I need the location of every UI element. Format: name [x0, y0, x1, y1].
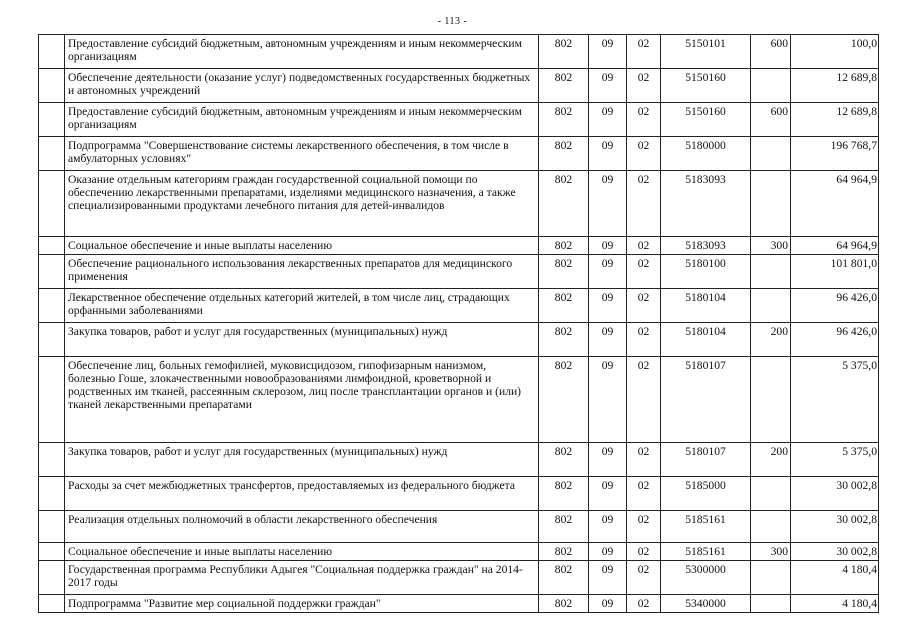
- row-amount: 96 426,0: [791, 289, 879, 323]
- row-name: Обеспечение лиц, больных гемофилией, муковисцидозом, гипофизарным нанизмом, болезнью Гоше, злокачественными новообразованиями лимфоидной, кроветворной и родственных им тканей, рассеянным склерозом, лиц после трансплантации органов и (или) тканей лекарственными препаратами: [65, 357, 539, 443]
- row-expense-type: [751, 357, 791, 443]
- row-name: Обеспечение рационального использования лекарственных препаратов для медицинского применения: [65, 255, 539, 289]
- row-article: 5185000: [661, 477, 751, 511]
- row-code: 802: [539, 543, 589, 561]
- row-amount: 4 180,4: [791, 595, 879, 613]
- row-article: 5185161: [661, 511, 751, 543]
- row-blank-cell: [39, 103, 65, 137]
- row-code: 802: [539, 103, 589, 137]
- row-subsection: 02: [627, 103, 661, 137]
- row-code: 802: [539, 35, 589, 69]
- row-blank-cell: [39, 289, 65, 323]
- row-article: 5150160: [661, 103, 751, 137]
- row-code: 802: [539, 69, 589, 103]
- row-amount: 12 689,8: [791, 69, 879, 103]
- row-blank-cell: [39, 357, 65, 443]
- row-article: 5185161: [661, 543, 751, 561]
- row-subsection: 02: [627, 237, 661, 255]
- row-name: Оказание отдельным категориям граждан государственной социальной помощи по обеспечению лекарственными препаратами, изделиями медицинского назначения, а также специализированными продуктами лечебного питания для детей-инвалидов: [65, 171, 539, 237]
- row-blank-cell: [39, 171, 65, 237]
- row-expense-type: [751, 255, 791, 289]
- row-name: Подпрограмма "Развитие мер социальной поддержки граждан": [65, 595, 539, 613]
- row-section: 09: [589, 171, 627, 237]
- row-expense-type: [751, 171, 791, 237]
- row-subsection: 02: [627, 323, 661, 357]
- row-amount: 100,0: [791, 35, 879, 69]
- row-blank-cell: [39, 35, 65, 69]
- row-blank-cell: [39, 69, 65, 103]
- row-amount: 96 426,0: [791, 323, 879, 357]
- row-code: 802: [539, 477, 589, 511]
- row-blank-cell: [39, 561, 65, 595]
- row-name: Обеспечение деятельности (оказание услуг) подведомственных государственных бюджетных и автономных учреждений: [65, 69, 539, 103]
- table-row: [39, 237, 879, 255]
- row-name: Подпрограмма "Совершенствование системы лекарственного обеспечения, в том числе в амбулаторных условиях": [65, 137, 539, 171]
- row-blank-cell: [39, 137, 65, 171]
- row-article: 5340000: [661, 595, 751, 613]
- row-name: Предоставление субсидий бюджетным, автономным учреждениям и иным некоммерческим организациям: [65, 35, 539, 69]
- row-code: 802: [539, 443, 589, 477]
- row-amount: 12 689,8: [791, 103, 879, 137]
- table-row: [39, 357, 879, 443]
- row-subsection: 02: [627, 595, 661, 613]
- row-article: 5180000: [661, 137, 751, 171]
- row-section: 09: [589, 511, 627, 543]
- row-expense-type: 300: [751, 543, 791, 561]
- row-amount: 30 002,8: [791, 543, 879, 561]
- row-expense-type: 200: [751, 443, 791, 477]
- row-expense-type: [751, 289, 791, 323]
- row-name: Закупка товаров, работ и услуг для государственных (муниципальных) нужд: [65, 443, 539, 477]
- row-section: 09: [589, 137, 627, 171]
- row-section: 09: [589, 595, 627, 613]
- table-row: [39, 323, 879, 357]
- row-article: 5150160: [661, 69, 751, 103]
- row-article: 5180100: [661, 255, 751, 289]
- row-name: Лекарственное обеспечение отдельных категорий жителей, в том числе лиц, страдающих орфанными заболеваниями: [65, 289, 539, 323]
- row-code: 802: [539, 171, 589, 237]
- row-section: 09: [589, 357, 627, 443]
- row-blank-cell: [39, 255, 65, 289]
- row-name: Государственная программа Республики Адыгея "Социальная поддержка граждан" на 2014-2017 годы: [65, 561, 539, 595]
- row-section: 09: [589, 561, 627, 595]
- row-section: 09: [589, 289, 627, 323]
- row-expense-type: [751, 137, 791, 171]
- table-row: [39, 35, 879, 69]
- table-row: [39, 477, 879, 511]
- row-name: Расходы за счет межбюджетных трансфертов, предоставляемых из федерального бюджета: [65, 477, 539, 511]
- row-amount: 64 964,9: [791, 237, 879, 255]
- row-subsection: 02: [627, 255, 661, 289]
- row-code: 802: [539, 289, 589, 323]
- row-section: 09: [589, 443, 627, 477]
- row-code: 802: [539, 237, 589, 255]
- row-name: Закупка товаров, работ и услуг для государственных (муниципальных) нужд: [65, 323, 539, 357]
- row-subsection: 02: [627, 477, 661, 511]
- row-expense-type: 200: [751, 323, 791, 357]
- row-expense-type: 300: [751, 237, 791, 255]
- row-name: Предоставление субсидий бюджетным, автономным учреждениям и иным некоммерческим организациям: [65, 103, 539, 137]
- table-row: [39, 595, 879, 613]
- row-section: 09: [589, 255, 627, 289]
- row-subsection: 02: [627, 357, 661, 443]
- row-amount: 5 375,0: [791, 357, 879, 443]
- row-subsection: 02: [627, 511, 661, 543]
- row-article: 5180104: [661, 289, 751, 323]
- row-section: 09: [589, 69, 627, 103]
- budget-table: [38, 34, 879, 613]
- row-expense-type: [751, 69, 791, 103]
- row-code: 802: [539, 511, 589, 543]
- row-blank-cell: [39, 443, 65, 477]
- page-number: - 113 -: [437, 16, 468, 27]
- row-blank-cell: [39, 511, 65, 543]
- table-row: [39, 543, 879, 561]
- table-row: [39, 255, 879, 289]
- row-name: Реализация отдельных полномочий в области лекарственного обеспечения: [65, 511, 539, 543]
- table-body: [39, 35, 879, 613]
- row-article: 5180107: [661, 357, 751, 443]
- row-amount: 64 964,9: [791, 171, 879, 237]
- row-expense-type: [751, 477, 791, 511]
- row-section: 09: [589, 103, 627, 137]
- row-blank-cell: [39, 477, 65, 511]
- row-amount: 5 375,0: [791, 443, 879, 477]
- row-article: 5180107: [661, 443, 751, 477]
- row-code: 802: [539, 357, 589, 443]
- row-section: 09: [589, 477, 627, 511]
- row-expense-type: [751, 595, 791, 613]
- table-row: [39, 561, 879, 595]
- row-subsection: 02: [627, 289, 661, 323]
- row-article: 5183093: [661, 171, 751, 237]
- row-section: 09: [589, 543, 627, 561]
- table-row: [39, 171, 879, 237]
- row-code: 802: [539, 137, 589, 171]
- row-article: 5183093: [661, 237, 751, 255]
- row-section: 09: [589, 35, 627, 69]
- row-section: 09: [589, 323, 627, 357]
- row-amount: 4 180,4: [791, 561, 879, 595]
- row-blank-cell: [39, 543, 65, 561]
- row-amount: 101 801,0: [791, 255, 879, 289]
- table-row: [39, 511, 879, 543]
- row-subsection: 02: [627, 69, 661, 103]
- row-name: Социальное обеспечение и иные выплаты населению: [65, 543, 539, 561]
- row-expense-type: [751, 561, 791, 595]
- row-article: 5300000: [661, 561, 751, 595]
- row-subsection: 02: [627, 543, 661, 561]
- row-expense-type: 600: [751, 35, 791, 69]
- row-code: 802: [539, 255, 589, 289]
- row-subsection: 02: [627, 35, 661, 69]
- row-blank-cell: [39, 237, 65, 255]
- row-amount: 196 768,7: [791, 137, 879, 171]
- table-row: [39, 137, 879, 171]
- row-subsection: 02: [627, 561, 661, 595]
- row-section: 09: [589, 237, 627, 255]
- row-expense-type: [751, 511, 791, 543]
- table-row: [39, 443, 879, 477]
- row-article: 5180104: [661, 323, 751, 357]
- table-row: [39, 103, 879, 137]
- table-row: [39, 69, 879, 103]
- row-code: 802: [539, 595, 589, 613]
- row-article: 5150101: [661, 35, 751, 69]
- row-code: 802: [539, 323, 589, 357]
- row-expense-type: 600: [751, 103, 791, 137]
- row-amount: 30 002,8: [791, 511, 879, 543]
- row-blank-cell: [39, 595, 65, 613]
- row-amount: 30 002,8: [791, 477, 879, 511]
- table-row: [39, 289, 879, 323]
- row-subsection: 02: [627, 443, 661, 477]
- row-subsection: 02: [627, 171, 661, 237]
- row-name: Социальное обеспечение и иные выплаты населению: [65, 237, 539, 255]
- row-blank-cell: [39, 323, 65, 357]
- row-subsection: 02: [627, 137, 661, 171]
- row-code: 802: [539, 561, 589, 595]
